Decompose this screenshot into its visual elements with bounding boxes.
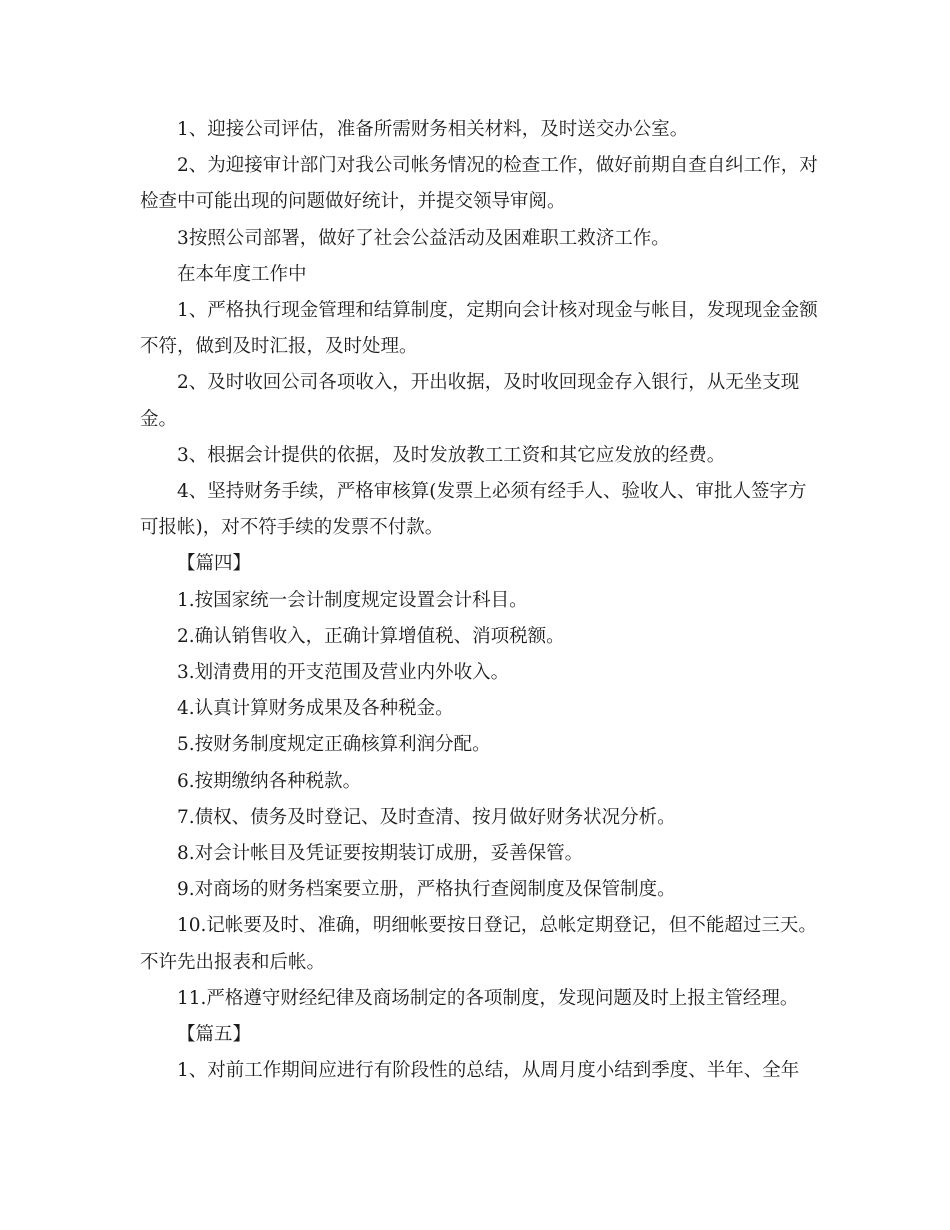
paragraph: 3、根据会计提供的依据，及时发放教工工资和其它应发放的经费。 (177, 444, 726, 466)
list-item: 5.按财务制度规定正确核算利润分配。 (177, 734, 491, 756)
list-item: 7.债权、债务及时登记、及时查清、按月做好财务状况分析。 (177, 806, 676, 828)
list-item: 8.对会计帐目及凭证要按期装订成册，妥善保管。 (177, 843, 584, 865)
paragraph: 在本年度工作中 (177, 263, 307, 285)
section-heading: 【篇四】 (177, 553, 252, 575)
document-body (140, 112, 820, 1089)
list-item: 9.对商场的财务档案要立册，严格执行查阅制度及保管制度。 (177, 879, 676, 901)
paragraph: 1、对前工作期间应进行有阶段性的总结，从周月度小结到季度、半年、全年 (177, 1060, 800, 1082)
list-item: 6.按期缴纳各种税款。 (177, 770, 362, 792)
paragraph: 2、及时收回公司各项收入，开出收据，及时收回现金存入银行，从无坐支现金。 (140, 372, 800, 430)
paragraph: 4、坚持财务手续，严格审核算(发票上必须有经手人、验收人、审批人签字方可报帐)，对不符手续的发票不付款。 (140, 481, 807, 539)
paragraph: 1、迎接公司评估，准备所需财务相关材料，及时送交办公室。 (177, 119, 689, 140)
paragraph: 2、为迎接审计部门对我公司帐务情况的检查工作，做好前期自查自纠工作，对检查中可能出现的问题做好统计，并提交领导审阅。 (140, 155, 818, 213)
paragraph: 1、严格执行现金管理和结算制度，定期向会计核对现金与帐目，发现现金金额不符，做到及时汇报，及时处理。 (140, 300, 818, 358)
list-item: 1.按国家统一会计制度规定设置会计科目。 (177, 589, 528, 611)
paragraph: 3按照公司部署，做好了社会公益活动及困难职工救济工作。 (177, 227, 670, 249)
list-item: 2.确认销售收入，正确计算增值税、消项税额。 (177, 625, 565, 647)
list-item: 4.认真计算财务成果及各种税金。 (177, 698, 454, 720)
list-item: 3.划清费用的开支范围及营业内外收入。 (177, 662, 510, 684)
list-item: 11.严格遵守财经纪律及商场制定的各项制度，发现问题及时上报主管经理。 (177, 987, 799, 1009)
section-heading: 【篇五】 (177, 1024, 252, 1046)
list-item: 10.记帐要及时、准确，明细帐要按日登记，总帐定期登记，但不能超过三天。不许先出报表和后帐。 (140, 915, 817, 973)
